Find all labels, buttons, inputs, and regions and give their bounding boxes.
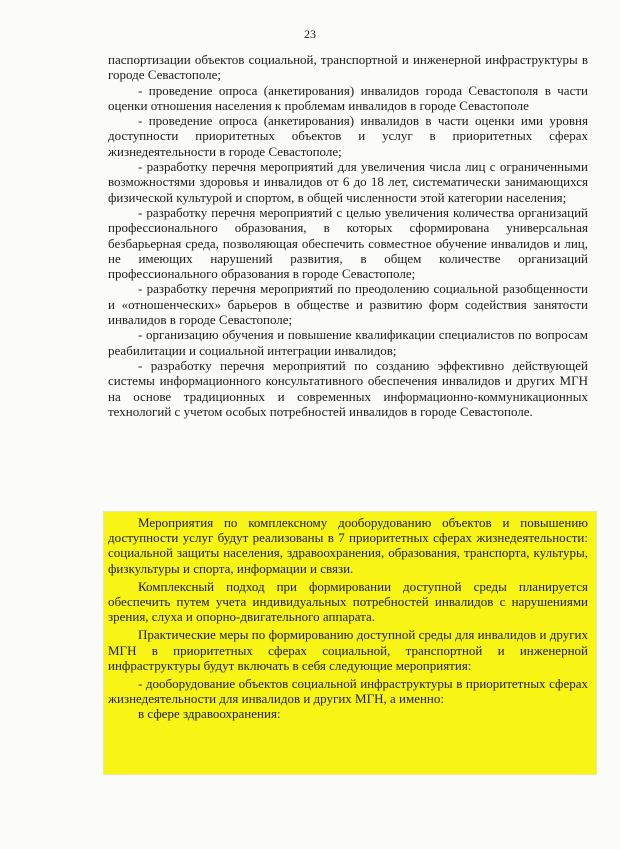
highlighted-text bbox=[108, 515, 588, 722]
paragraph: паспортизации объектов социальной, транспортной и инженерной инфраструктуры в городе Севастополе; bbox=[108, 52, 588, 83]
highlighted-paragraph: Комплексный подход при формировании доступной среды планируется обеспечить путем учета индивидуальных потребностей инвалидов с нарушениями зрения, слуха и опорно-двигательного аппарата. bbox=[108, 578, 588, 625]
body-text bbox=[108, 52, 588, 419]
paragraph: - разработку перечня мероприятий с целью увеличения количества организаций профессионального образования, в которых сформирована универсальная безбарьерная среда, позволяющая обеспечить совместное обучение инвалидов и лиц, не имеющих нарушений развития, в общем количестве организаций профессионального образования в городе Севастополе; bbox=[108, 204, 588, 282]
paragraph: - проведение опроса (анкетирования) инвалидов города Севастополя в части оценки отношения населения к проблемам инвалидов в городе Севастополе bbox=[108, 82, 588, 113]
paragraph: - организацию обучения и повышение квалификации специалистов по вопросам реабилитации и социальной интеграции инвалидов; bbox=[108, 327, 588, 358]
page-number: 23 bbox=[304, 27, 316, 41]
paragraph: - разработку перечня мероприятий по созданию эффективно действующей системы информационного консультативного обеспечения инвалидов и других МГН на основе традиционных и современных информационно-коммуникационных технологий с учетом особых потребностей инвалидов в городе Севастополе. bbox=[108, 357, 588, 419]
highlighted-paragraph: Мероприятия по комплексному дооборудованию объектов и повышению доступности услуг будут реализованы в 7 приоритетных сферах жизнедеятельности: социальной защиты населения, здравоохранения, образования, транспорта, культуры, физкультуры и спорта, информации и связи. bbox=[108, 515, 588, 576]
paragraph: - разработку перечня мероприятий по преодолению социальной разобщенности и «отношенческих» барьеров в обществе и развитию форм содействия занятости инвалидов в городе Севастополе; bbox=[108, 281, 588, 328]
highlighted-paragraph: Практические меры по формированию доступной среды для инвалидов и других МГН в приоритетных сферах социальной, транспортной и инженерной инфраструктуры будут включать в себя следующие мероприятия: bbox=[108, 627, 588, 673]
highlighted-paragraph: - дооборудование объектов социальной инфраструктуры в приоритетных сферах жизнедеятельности для инвалидов и других МГН, а именно: bbox=[108, 676, 588, 707]
highlighted-paragraph: в сфере здравоохранения: bbox=[138, 706, 281, 722]
paragraph: - проведение опроса (анкетирования) инвалидов в части оценки ими уровня доступности приоритетных объектов и услуг в приоритетных сферах жизнедеятельности в городе Севастополе; bbox=[108, 113, 588, 159]
paragraph: - разработку перечня мероприятий для увеличения числа лиц с ограниченными возможностями здоровья и инвалидов от 6 до 18 лет, систематически занимающихся физической культурой и спортом, в общей численности этой категории населения; bbox=[108, 159, 588, 205]
